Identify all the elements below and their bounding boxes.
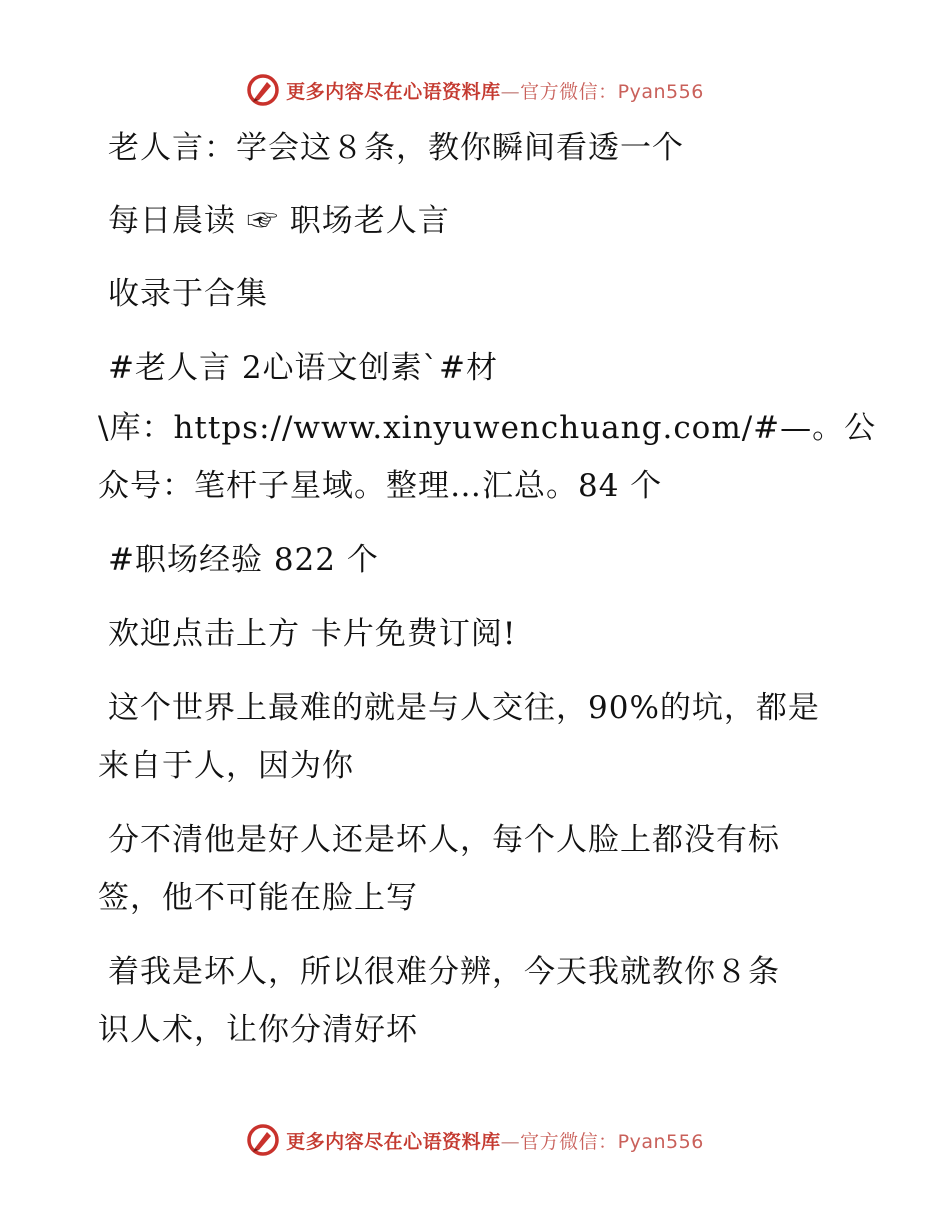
subscribe-prompt: 欢迎点击上方 卡片免费订阅! — [108, 616, 517, 652]
pen-logo-icon — [246, 1123, 280, 1157]
collection-label: 收录于合集 — [108, 276, 268, 312]
article-title: 老人言：学会这８条，教你瞬间看透一个 — [108, 130, 684, 166]
hashtag-line: #职场经验 822 个 — [108, 542, 379, 578]
body-text-line: 着我是坏人，所以很难分辨，今天我就教你８条 — [108, 954, 780, 990]
body-text-line: 来自于人，因为你 — [98, 748, 354, 784]
body-text-line: \库：https://www.xinyuwenchuang.com/#—。公 — [98, 410, 877, 446]
body-text-line: 签，他不可能在脸上写 — [98, 880, 418, 916]
body-text-line: 众号：笔杆子星域。整理…汇总。84 个 — [98, 468, 663, 504]
body-text-line: 识人术，让你分清好坏 — [98, 1012, 418, 1048]
watermark-header — [0, 70, 950, 110]
hashtag-line: #老人言 2心语文创素`#材 — [108, 350, 499, 386]
watermark-text: 更多内容尽在心语资料库—官方微信：Pyan556 — [286, 1130, 704, 1153]
pen-logo-icon — [246, 73, 280, 107]
watermark-text: 更多内容尽在心语资料库—官方微信：Pyan556 — [286, 80, 704, 103]
body-text-line: 这个世界上最难的就是与人交往，90%的坑，都是 — [108, 690, 820, 726]
watermark-footer — [0, 1120, 950, 1160]
body-text-line: 分不清他是好人还是坏人，每个人脸上都没有标 — [108, 822, 780, 858]
column-label: 每日晨读 ☞ 职场老人言 — [108, 203, 450, 239]
